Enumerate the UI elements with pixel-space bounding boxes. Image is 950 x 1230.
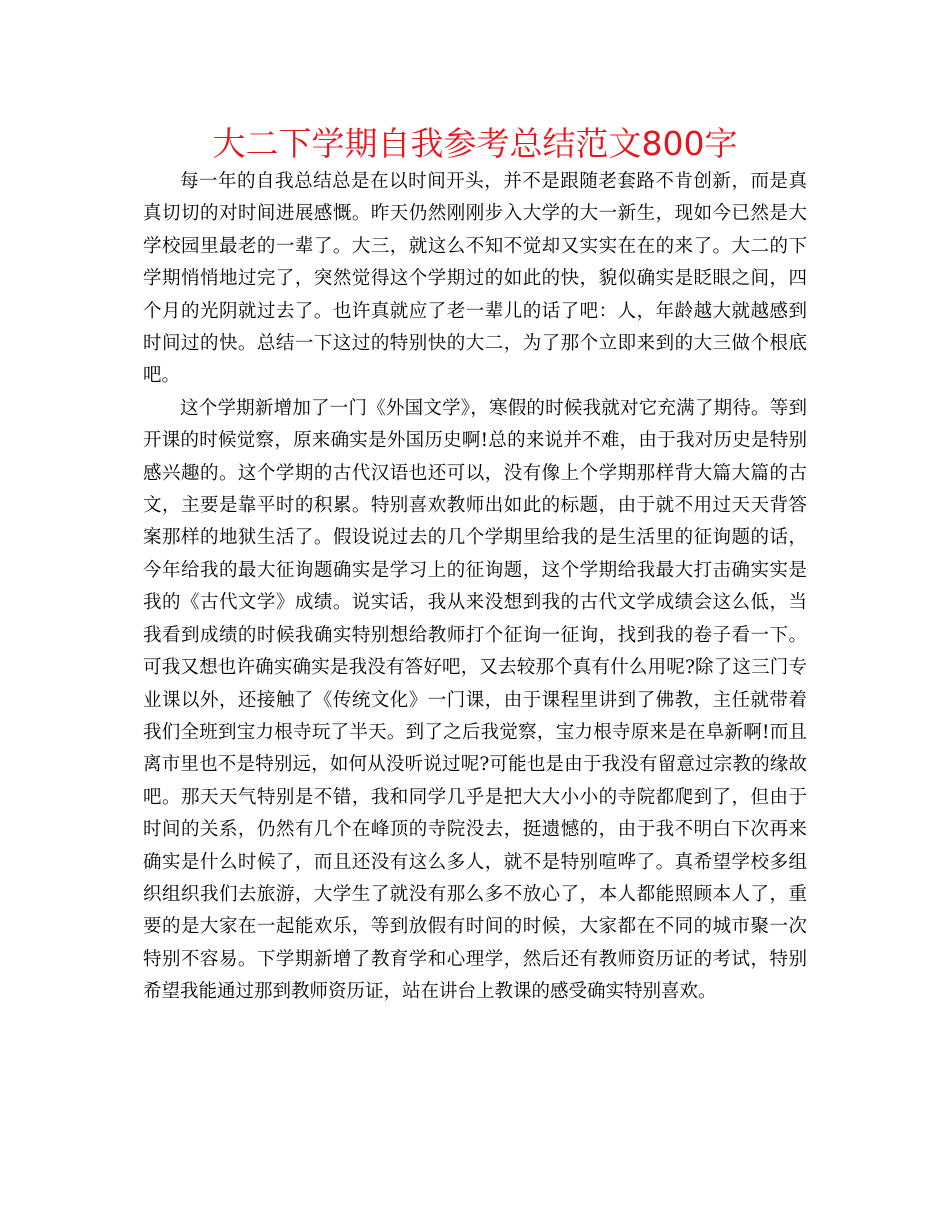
- document-title: 大二下学期自我参考总结范文800字: [212, 124, 738, 163]
- paragraph-1: 每一年的自我总结总是在以时间开头，并不是跟随老套路不肯创新，而是真真切切的对时间进展感慨。昨天仍然刚刚步入大学的大一新生，现如今已然是大学校园里最老的一辈了。大三，就这么不知不觉却又实实在在的来了。大二的下学期悄悄地过完了，突然觉得这个学期过的如此的快，貌似确实是眨眼之间，四个月的光阴就过去了。也许真就应了老一辈儿的话了吧：人，年龄越大就越感到时间过的快。总结一下这过的特别快的大二，为了那个立即来到的大三做个根底吧。: [143, 171, 807, 387]
- paragraph-2: 这个学期新增加了一门《外国文学》，寒假的时候我就对它充满了期待。等到开课的时候觉察，原来确实是外国历史啊!总的来说并不难，由于我对历史是特别感兴趣的。这个学期的古代汉语也还可以，没有像上个学期那样背大篇大篇的古文，主要是靠平时的积累。特别喜欢教师出如此的标题，由于就不用过天天背答案那样的地狱生活了。假设说过去的几个学期里给我的是生活里的征询题的话，今年给我的最大征询题确实是学习上的征询题，这个学期给我最大打击确实实是我的《古代文学》成绩。说实话，我从来没想到我的古代文学成绩会这么低，当我看到成绩的时候我确实特别想给教师打个征询一征询，找到我的卷子看一下。可我又想也许确实确实是我没有答好吧，又去较那个真有什么用呢?除了这三门专业课以外，还接触了《传统文化》一门课，由于课程里讲到了佛教，主任就带着我们全班到宝力根寺玩了半天。到了之后我觉察，宝力根寺原来是在阜新啊!而且离市里也不是特别远，如何从没听说过呢?可能也是由于我没有留意过宗教的缘故吧。那天天气特别是不错，我和同学几乎是把大大小小的寺院都爬到了，但由于时间的关系，仍然有几个在峰顶的寺院没去，挺遗憾的，由于我不明白下次再来确实是什么时候了，而且还没有这么多人，就不是特别喧哗了。真希望学校多组织组织我们去旅游，大学生了就没有那么多不放心了，本人都能照顾本人了，重要的是大家在一起能欢乐，等到放假有时间的时候，大家都在不同的城市聚一次特别不容易。下学期新增了教育学和心理学，然后还有教师资历证的考试，特别希望我能通过那到教师资历证，站在讲台上教课的感受确实特别喜欢。: [143, 397, 807, 1003]
- document-body: [143, 166, 807, 1009]
